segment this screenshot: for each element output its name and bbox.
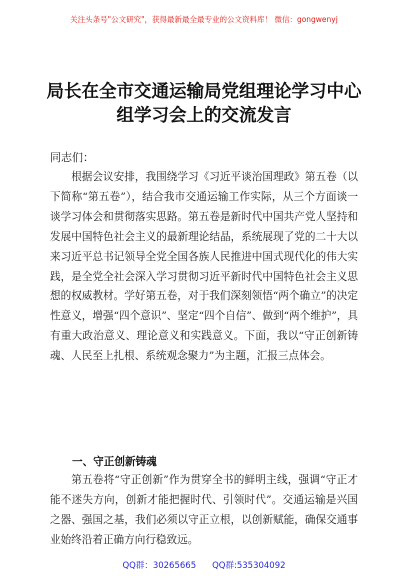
footer bbox=[0, 559, 408, 571]
footer-qq-group-1: QQ群：30265665 bbox=[122, 561, 197, 571]
document-title: 局长在全市交通运输局党组理论学习中心组学习会上的交流发言 bbox=[46, 82, 362, 126]
body-paragraph-1: 根据会议安排，我围绕学习《习近平谈治国理政》第五卷（以下简称“第五卷”），结合我市交通运输工作实际，从三个方面谈一谈学习体会和贯彻落实思路。第五卷是新时代中国共产党人坚持和发展中国特色社会主义的最新理论结晶，系统展现了党的二十大以来习近平总书记领导全党全国各族人民推进中国式现代化的伟大实践，是全党全社会深入学习贯彻习近平新时代中国特色社会主义思想的权威教材。学好第五卷，对于我们深刻领悟“两个确立”的决定性意义，增强“四个意识”、坚定“四个自信”、做到“两个维护”，具有重大政治意义、理论意义和实践意义。下面，我以“守正创新铸魂、人民至上扎根、系统观念聚力”为主题，汇报三点体会。 bbox=[50, 171, 358, 363]
body-paragraph-2: 第五卷将“守正创新”作为贯穿全书的鲜明主线，强调“守正才能不迷失方向，创新才能把握时代、引领时代”。交通运输是兴国之器、强国之基，我们必须以守正立根，以创新赋能，确保交通事业始终沿着正确方向行稳致远。 bbox=[50, 474, 358, 546]
footer-qq-group-2: QQ群:535304092 bbox=[212, 561, 286, 571]
header-banner: 关注头条号"公文研究"，获得最新最全最专业的公文资料库！ 微信：gongwenyj bbox=[70, 15, 338, 24]
salutation: 同志们： bbox=[50, 151, 94, 164]
section-heading-1: 一、守正创新铸魂 bbox=[72, 456, 157, 468]
